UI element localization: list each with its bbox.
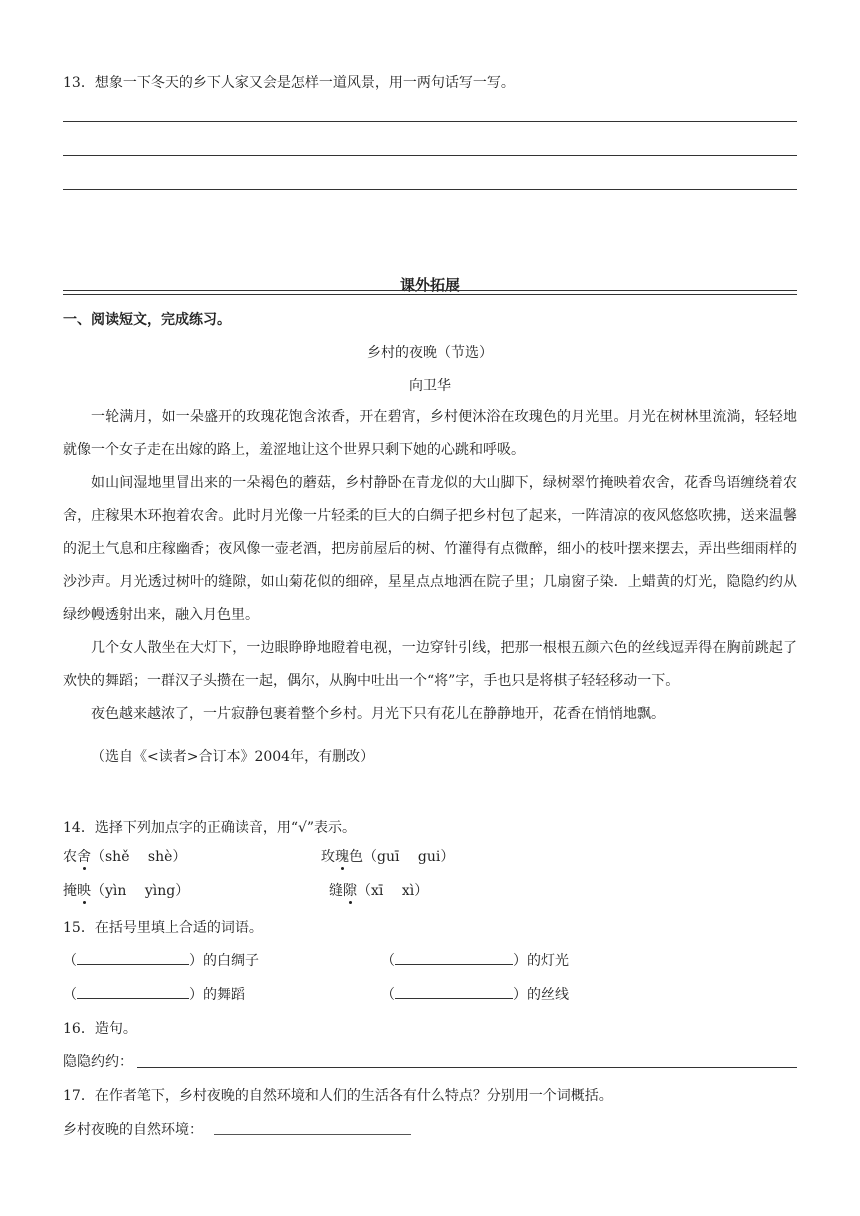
article-author: 向卫华 — [409, 378, 451, 394]
environment-answer-line[interactable] — [214, 1134, 411, 1135]
article-source: （选自《<读者>合订本》2004年，有删改） — [91, 749, 375, 765]
article-title: 乡村的夜晚（节选） — [367, 345, 493, 361]
question-15: 15．在括号里填上合适的词语。 — [63, 920, 263, 936]
word-prefix: 农 — [63, 849, 77, 865]
article-paragraph: 夜色越来越浓了，一片寂静包裹着整个乡村。月光下只有花儿在静静地开，花香在悄悄地飘。 — [91, 706, 665, 722]
pinyin-options: （guī gui） — [363, 849, 455, 865]
article-paragraph: 一轮满月，如一朵盛开的玫瑰花饱含浓香，开在碧宵，乡村便沐浴在玫瑰色的月光里。月光在树林里流淌，轻轻地就像一个女子走在出嫁的路上，羞涩地让这个世界只剩下她的心跳和呼吸。 — [63, 409, 797, 458]
paren-close: ） — [189, 953, 203, 969]
environment-label: 乡村夜晚的自然环境： — [63, 1122, 203, 1138]
answer-line-1[interactable] — [63, 121, 797, 122]
pinyin-item[interactable] — [63, 880, 189, 900]
pinyin-options: （xī xì） — [357, 883, 429, 899]
fill-blank-item[interactable] — [63, 950, 259, 970]
dotted-char: 隙 — [343, 883, 357, 899]
paren-open: （ — [63, 987, 77, 1003]
dotted-char: 映 — [77, 883, 91, 899]
word-prefix: 掩 — [63, 883, 77, 899]
question-16: 16．造句。 — [63, 1021, 137, 1037]
blank-line[interactable] — [395, 950, 513, 965]
word-prefix: 缝 — [329, 883, 343, 899]
section-title: 课外拓展 — [399, 276, 460, 294]
paren-close: ） — [189, 987, 203, 1003]
question-14: 14．选择下列加点字的正确读音，用“√”表示。 — [63, 820, 357, 836]
pinyin-options: （yìn yìng） — [91, 883, 190, 899]
sentence-label: 隐隐约约： — [63, 1054, 133, 1070]
sentence-answer-line[interactable] — [137, 1067, 797, 1068]
section-divider — [63, 290, 797, 295]
dotted-char: 舍 — [77, 849, 91, 865]
question-13: 13．想象一下冬天的乡下人家又会是怎样一道风景，用一两句话写一写。 — [63, 75, 515, 91]
paren-close: ） — [513, 987, 527, 1003]
article-body — [63, 401, 797, 731]
blank-line[interactable] — [77, 950, 189, 965]
word-prefix: 玫 — [321, 849, 335, 865]
pinyin-item[interactable] — [321, 846, 454, 866]
fill-blank-item[interactable] — [63, 984, 245, 1004]
fill-suffix: 的白绸子 — [203, 953, 259, 969]
pinyin-item[interactable] — [329, 880, 428, 900]
question-17: 17．在作者笔下，乡村夜晚的自然环境和人们的生活各有什么特点？分别用一个词概括。 — [63, 1088, 613, 1104]
paren-open: （ — [63, 953, 77, 969]
blank-line[interactable] — [77, 984, 189, 999]
word-suffix: 色 — [349, 849, 363, 865]
paren-open: （ — [381, 987, 395, 1003]
blank-line[interactable] — [395, 984, 513, 999]
fill-suffix: 的灯光 — [527, 953, 569, 969]
answer-line-3[interactable] — [63, 189, 797, 190]
article-paragraph: 几个女人散坐在大灯下，一边眼睁睁地瞪着电视，一边穿针引线，把那一根根五颜六色的丝线逗弄得在胸前跳起了欢快的舞蹈；一群汉子头攒在一起，偶尔，从胸中吐出一个“将”字，手也只是将棋子轻轻移动一下。 — [63, 640, 797, 689]
fill-suffix: 的舞蹈 — [203, 987, 245, 1003]
pinyin-options: （shě shè） — [91, 849, 187, 865]
fill-blank-item[interactable] — [381, 950, 569, 970]
paren-close: ） — [513, 953, 527, 969]
paren-open: （ — [381, 953, 395, 969]
part-heading: 一、阅读短文，完成练习。 — [63, 312, 231, 328]
answer-line-2[interactable] — [63, 155, 797, 156]
dotted-char: 瑰 — [335, 849, 349, 865]
fill-suffix: 的丝线 — [527, 987, 569, 1003]
fill-blank-item[interactable] — [381, 984, 569, 1004]
pinyin-item[interactable] — [63, 846, 186, 866]
article-paragraph: 如山间湿地里冒出来的一朵褐色的蘑菇，乡村静卧在青龙似的大山脚下，绿树翠竹掩映着农舍，花香鸟语缠绕着农舍，庄稼果木环抱着农舍。此时月光像一片轻柔的巨大的白绸子把乡村包了起来，一阵清凉的夜风悠悠吹拂，送来温馨的泥土气息和庄稼幽香；夜风像一壶老酒，把房前屋后的树、竹灌得有点微醉，细小的枝叶摆来摆去，弄出些细雨样的沙沙声。月光透过树叶的缝隙，如山菊花似的细碎，星星点点地洒在院子里；几扇窗子染．上蜡黄的灯光，隐隐约约从绿纱幔透射出来，融入月色里。 — [63, 475, 797, 623]
